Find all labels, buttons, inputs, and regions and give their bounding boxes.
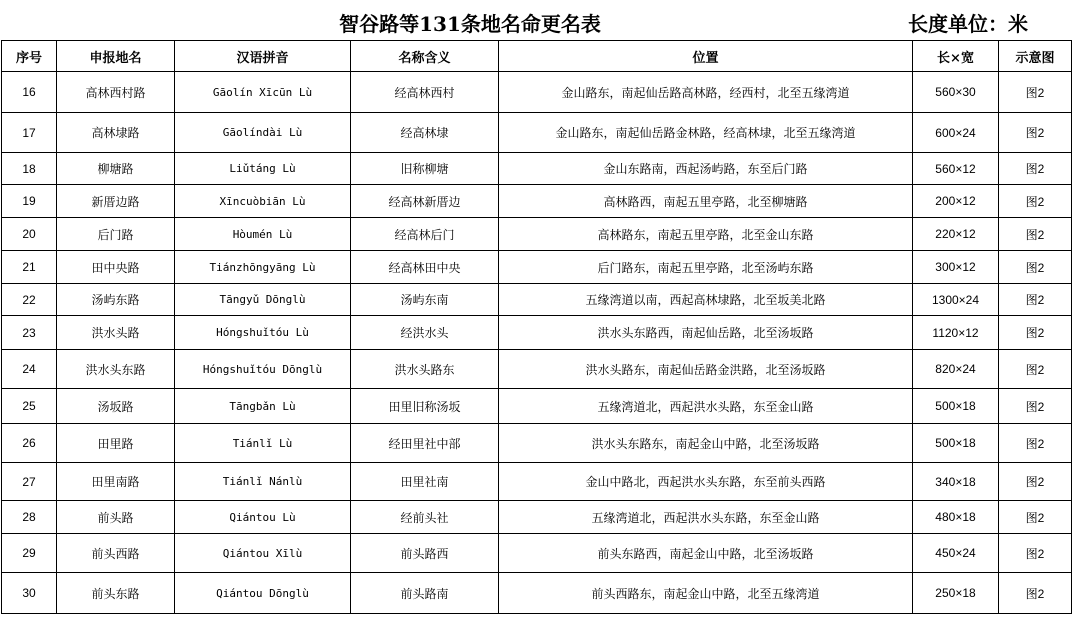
street-name-table bbox=[1, 40, 1072, 614]
road-location: 五缘湾道北，西起洪水头路，东至金山路 bbox=[499, 389, 913, 424]
figure-ref: 图2 bbox=[999, 72, 1072, 113]
road-size: 200×12 bbox=[913, 185, 999, 218]
name-meaning: 旧称柳塘 bbox=[351, 153, 499, 185]
road-name: 后门路 bbox=[57, 218, 175, 251]
table-row bbox=[2, 534, 1072, 573]
header-figure: 示意图 bbox=[999, 41, 1072, 72]
road-size: 600×24 bbox=[913, 113, 999, 153]
road-size: 820×24 bbox=[913, 350, 999, 389]
road-name: 高林西村路 bbox=[57, 72, 175, 113]
road-size: 480×18 bbox=[913, 501, 999, 534]
table-row bbox=[2, 573, 1072, 614]
figure-ref: 图2 bbox=[999, 573, 1072, 614]
figure-ref: 图2 bbox=[999, 350, 1072, 389]
figure-ref: 图2 bbox=[999, 424, 1072, 463]
row-number: 23 bbox=[2, 316, 57, 350]
page-title: 智谷路等131条地名命更名表 bbox=[339, 12, 601, 36]
road-name: 新厝边路 bbox=[57, 185, 175, 218]
road-name: 田中央路 bbox=[57, 251, 175, 284]
row-number: 28 bbox=[2, 501, 57, 534]
road-size: 1120×12 bbox=[913, 316, 999, 350]
road-pinyin: Gāolíndài Lù bbox=[175, 113, 351, 153]
table-row bbox=[2, 72, 1072, 113]
name-meaning: 经高林西村 bbox=[351, 72, 499, 113]
road-location: 金山路东，南起仙岳路高林路，经西村，北至五缘湾道 bbox=[499, 72, 913, 113]
figure-ref: 图2 bbox=[999, 113, 1072, 153]
road-name: 柳塘路 bbox=[57, 153, 175, 185]
figure-ref: 图2 bbox=[999, 463, 1072, 501]
road-name: 前头西路 bbox=[57, 534, 175, 573]
row-number: 26 bbox=[2, 424, 57, 463]
road-name: 汤坂路 bbox=[57, 389, 175, 424]
figure-ref: 图2 bbox=[999, 534, 1072, 573]
header-no: 序号 bbox=[2, 41, 57, 72]
row-number: 30 bbox=[2, 573, 57, 614]
table-row bbox=[2, 463, 1072, 501]
figure-ref: 图2 bbox=[999, 185, 1072, 218]
road-size: 1300×24 bbox=[913, 284, 999, 316]
unit-label: 长度单位：米 bbox=[908, 12, 1028, 36]
road-name: 洪水头东路 bbox=[57, 350, 175, 389]
name-meaning: 汤屿东南 bbox=[351, 284, 499, 316]
road-size: 220×12 bbox=[913, 218, 999, 251]
road-name: 洪水头路 bbox=[57, 316, 175, 350]
table-row bbox=[2, 113, 1072, 153]
name-meaning: 经高林新厝边 bbox=[351, 185, 499, 218]
name-meaning: 经田里社中部 bbox=[351, 424, 499, 463]
road-pinyin: Tiánlǐ Nánlù bbox=[175, 463, 351, 501]
figure-ref: 图2 bbox=[999, 501, 1072, 534]
table-row bbox=[2, 424, 1072, 463]
header-row bbox=[2, 41, 1072, 72]
table-row bbox=[2, 153, 1072, 185]
figure-ref: 图2 bbox=[999, 251, 1072, 284]
table-row bbox=[2, 316, 1072, 350]
road-location: 金山路东，南起仙岳路金林路，经高林埭，北至五缘湾道 bbox=[499, 113, 913, 153]
road-size: 560×12 bbox=[913, 153, 999, 185]
road-location: 前头东路西，南起金山中路，北至汤坂路 bbox=[499, 534, 913, 573]
road-pinyin: Gāolín Xīcūn Lù bbox=[175, 72, 351, 113]
road-pinyin: Tiánzhōngyāng Lù bbox=[175, 251, 351, 284]
road-location: 五缘湾道以南，西起高林埭路，北至坂美北路 bbox=[499, 284, 913, 316]
road-name: 高林埭路 bbox=[57, 113, 175, 153]
road-name: 汤屿东路 bbox=[57, 284, 175, 316]
row-number: 18 bbox=[2, 153, 57, 185]
road-size: 250×18 bbox=[913, 573, 999, 614]
road-location: 高林路西，南起五里亭路，北至柳塘路 bbox=[499, 185, 913, 218]
name-meaning: 田里社南 bbox=[351, 463, 499, 501]
road-size: 500×18 bbox=[913, 389, 999, 424]
table-row bbox=[2, 218, 1072, 251]
road-name: 前头东路 bbox=[57, 573, 175, 614]
road-name: 田里南路 bbox=[57, 463, 175, 501]
road-pinyin: Qiántou Lù bbox=[175, 501, 351, 534]
row-number: 16 bbox=[2, 72, 57, 113]
name-meaning: 经高林后门 bbox=[351, 218, 499, 251]
header-pinyin: 汉语拼音 bbox=[175, 41, 351, 72]
name-meaning: 前头路西 bbox=[351, 534, 499, 573]
row-number: 25 bbox=[2, 389, 57, 424]
name-meaning: 前头路南 bbox=[351, 573, 499, 614]
row-number: 19 bbox=[2, 185, 57, 218]
road-location: 高林路东，南起五里亭路，北至金山东路 bbox=[499, 218, 913, 251]
header-size: 长×宽 bbox=[913, 41, 999, 72]
road-pinyin: Tiánlǐ Lù bbox=[175, 424, 351, 463]
road-pinyin: Hóngshuǐtóu Dōnglù bbox=[175, 350, 351, 389]
road-pinyin: Qiántou Dōnglù bbox=[175, 573, 351, 614]
road-location: 洪水头东路西，南起仙岳路，北至汤坂路 bbox=[499, 316, 913, 350]
figure-ref: 图2 bbox=[999, 284, 1072, 316]
road-size: 500×18 bbox=[913, 424, 999, 463]
road-pinyin: Hòumén Lù bbox=[175, 218, 351, 251]
road-pinyin: Qiántou Xīlù bbox=[175, 534, 351, 573]
row-number: 27 bbox=[2, 463, 57, 501]
table-row bbox=[2, 389, 1072, 424]
road-pinyin: Xīncuòbiān Lù bbox=[175, 185, 351, 218]
road-name: 前头路 bbox=[57, 501, 175, 534]
road-location: 洪水头路东，南起仙岳路金洪路，北至汤坂路 bbox=[499, 350, 913, 389]
table-row bbox=[2, 284, 1072, 316]
name-meaning: 经前头社 bbox=[351, 501, 499, 534]
road-name: 田里路 bbox=[57, 424, 175, 463]
name-meaning: 洪水头路东 bbox=[351, 350, 499, 389]
figure-ref: 图2 bbox=[999, 153, 1072, 185]
road-size: 450×24 bbox=[913, 534, 999, 573]
road-location: 后门路东，南起五里亭路，北至汤屿东路 bbox=[499, 251, 913, 284]
road-size: 340×18 bbox=[913, 463, 999, 501]
road-pinyin: Hóngshuǐtóu Lù bbox=[175, 316, 351, 350]
name-meaning: 田里旧称汤坂 bbox=[351, 389, 499, 424]
table-row bbox=[2, 251, 1072, 284]
table-row bbox=[2, 501, 1072, 534]
figure-ref: 图2 bbox=[999, 389, 1072, 424]
figure-ref: 图2 bbox=[999, 316, 1072, 350]
name-meaning: 经高林埭 bbox=[351, 113, 499, 153]
table-row bbox=[2, 350, 1072, 389]
row-number: 20 bbox=[2, 218, 57, 251]
road-location: 金山中路北，西起洪水头东路，东至前头西路 bbox=[499, 463, 913, 501]
road-size: 560×30 bbox=[913, 72, 999, 113]
name-meaning: 经洪水头 bbox=[351, 316, 499, 350]
road-size: 300×12 bbox=[913, 251, 999, 284]
title-bar bbox=[0, 0, 1074, 40]
row-number: 21 bbox=[2, 251, 57, 284]
name-meaning: 经高林田中央 bbox=[351, 251, 499, 284]
table-row bbox=[2, 185, 1072, 218]
road-pinyin: Tāngyǔ Dōnglù bbox=[175, 284, 351, 316]
row-number: 22 bbox=[2, 284, 57, 316]
row-number: 17 bbox=[2, 113, 57, 153]
header-meaning: 名称含义 bbox=[351, 41, 499, 72]
road-pinyin: Tāngbǎn Lù bbox=[175, 389, 351, 424]
road-location: 洪水头东路东，南起金山中路，北至汤坂路 bbox=[499, 424, 913, 463]
row-number: 24 bbox=[2, 350, 57, 389]
header-location: 位置 bbox=[499, 41, 913, 72]
road-location: 金山东路南，西起汤屿路，东至后门路 bbox=[499, 153, 913, 185]
figure-ref: 图2 bbox=[999, 218, 1072, 251]
road-location: 前头西路东，南起金山中路，北至五缘湾道 bbox=[499, 573, 913, 614]
header-name: 申报地名 bbox=[57, 41, 175, 72]
road-location: 五缘湾道北，西起洪水头东路，东至金山路 bbox=[499, 501, 913, 534]
road-pinyin: Liǔtáng Lù bbox=[175, 153, 351, 185]
row-number: 29 bbox=[2, 534, 57, 573]
